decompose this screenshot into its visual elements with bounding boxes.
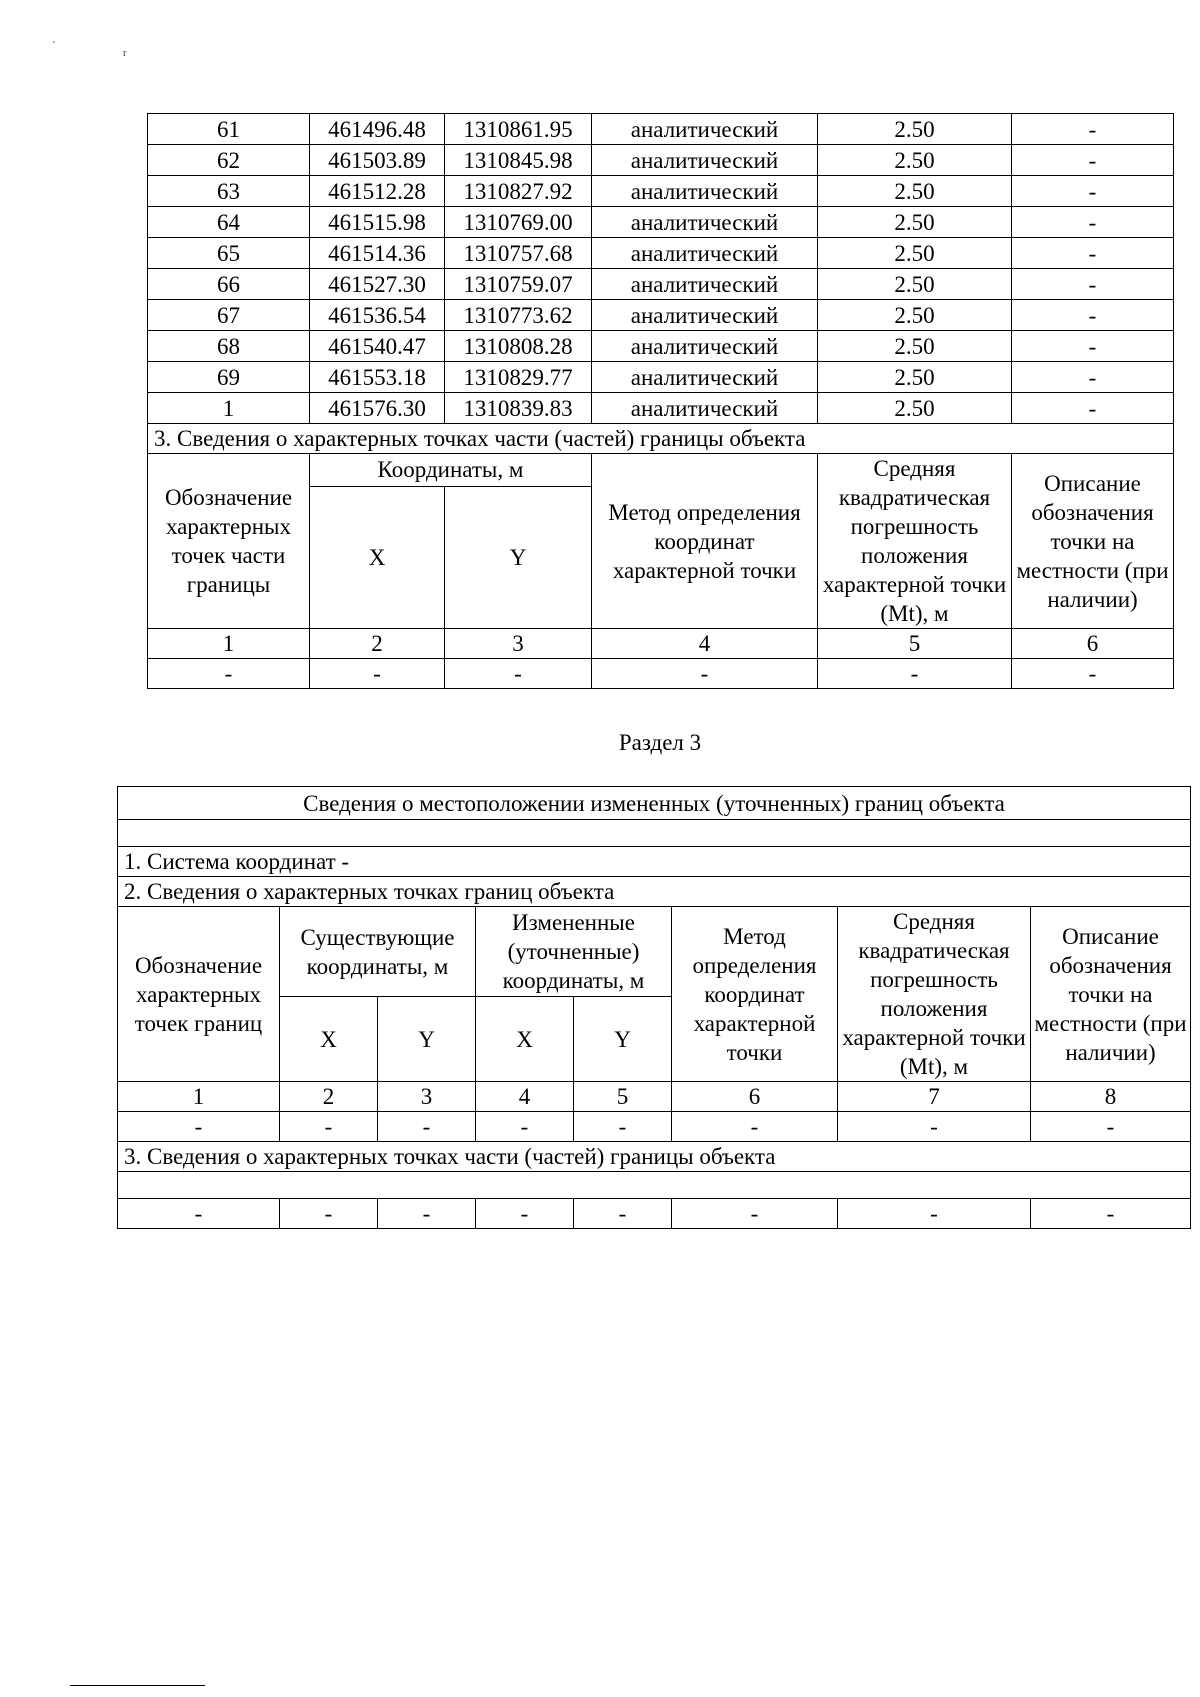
table-row	[148, 331, 1174, 362]
section-title: Раздел 3	[618, 730, 702, 755]
table-cell-x: 461515.98	[310, 207, 445, 238]
table-row	[148, 238, 1174, 269]
table-row	[148, 300, 1174, 331]
table-cell-mt: 2.50	[818, 176, 1012, 207]
column-number: 4	[592, 629, 818, 659]
table-row	[148, 362, 1174, 393]
table-cell-x: 461512.28	[310, 176, 445, 207]
part-title: 3. Сведения о характерных точках части (частей) границы объекта	[148, 424, 1174, 454]
table-cell-num: 65	[148, 238, 310, 269]
coord-system: 1. Система координат -	[118, 847, 1191, 877]
header-desc: Описание обозначения точки на местности (при наличии)	[1031, 907, 1191, 1082]
empty-cell: -	[118, 1199, 280, 1229]
empty-cell: -	[280, 1199, 378, 1229]
table-cell-desc: -	[1012, 238, 1174, 269]
column-number: 2	[280, 1082, 378, 1112]
header-x-changed: X	[476, 997, 574, 1082]
spacer-row	[118, 1172, 1191, 1199]
header-desc: Описание обозначения точки на местности (при наличии)	[1012, 454, 1174, 629]
table-cell-y: 1310759.07	[445, 269, 592, 300]
table-cell-num: 61	[148, 114, 310, 145]
column-number: 3	[378, 1082, 476, 1112]
column-number: 2	[310, 629, 445, 659]
table-row	[148, 393, 1174, 424]
table-cell-x: 461527.30	[310, 269, 445, 300]
table-cell-method: аналитический	[592, 176, 818, 207]
empty-cell: -	[574, 1199, 672, 1229]
table-row	[148, 114, 1174, 145]
table-row	[148, 145, 1174, 176]
table-cell-y: 1310839.83	[445, 393, 592, 424]
empty-cell: -	[1012, 659, 1174, 689]
table-cell-method: аналитический	[592, 331, 818, 362]
table-row	[148, 176, 1174, 207]
column-number: 6	[672, 1082, 838, 1112]
table-cell-mt: 2.50	[818, 207, 1012, 238]
empty-cell: -	[378, 1199, 476, 1229]
empty-cell: -	[1031, 1199, 1191, 1229]
table-cell-method: аналитический	[592, 238, 818, 269]
header-existing: Существующие координаты, м	[280, 907, 476, 997]
empty-cell: -	[838, 1112, 1031, 1142]
header-y-changed: Y	[574, 997, 672, 1082]
table-cell-x: 461553.18	[310, 362, 445, 393]
table-cell-desc: -	[1012, 145, 1174, 176]
scan-mark-2: r	[123, 48, 127, 59]
table-cell-x: 461503.89	[310, 145, 445, 176]
table-cell-num: 69	[148, 362, 310, 393]
column-number: 1	[148, 629, 310, 659]
empty-cell: -	[592, 659, 818, 689]
table-cell-mt: 2.50	[818, 393, 1012, 424]
header-changed: Измененные (уточненные) координаты, м	[476, 907, 672, 997]
column-number: 5	[574, 1082, 672, 1112]
table-cell-mt: 2.50	[818, 145, 1012, 176]
table-row	[148, 207, 1174, 238]
header-y-existing: Y	[378, 997, 476, 1082]
empty-cell: -	[672, 1199, 838, 1229]
empty-cell: -	[818, 659, 1012, 689]
footer-rule	[70, 1685, 205, 1686]
table-cell-mt: 2.50	[818, 331, 1012, 362]
table-cell-method: аналитический	[592, 393, 818, 424]
table-cell-desc: -	[1012, 362, 1174, 393]
table-boundary-points-continued	[147, 113, 1174, 689]
empty-cell: -	[280, 1112, 378, 1142]
table-cell-mt: 2.50	[818, 114, 1012, 145]
header-designation: Обозначение характерных точек границ	[118, 907, 280, 1082]
table-cell-x: 461514.36	[310, 238, 445, 269]
table-cell-desc: -	[1012, 269, 1174, 300]
column-number: 5	[818, 629, 1012, 659]
column-number: 8	[1031, 1082, 1191, 1112]
table-cell-y: 1310769.00	[445, 207, 592, 238]
header-method: Метод определения координат характерной точки	[672, 907, 838, 1082]
table-cell-mt: 2.50	[818, 269, 1012, 300]
table-cell-desc: -	[1012, 114, 1174, 145]
table-cell-y: 1310757.68	[445, 238, 592, 269]
table-cell-desc: -	[1012, 331, 1174, 362]
table-cell-y: 1310827.92	[445, 176, 592, 207]
table-cell-y: 1310808.28	[445, 331, 592, 362]
table-cell-method: аналитический	[592, 114, 818, 145]
table-cell-y: 1310845.98	[445, 145, 592, 176]
table-changed-boundaries	[117, 786, 1191, 1229]
table-cell-mt: 2.50	[818, 238, 1012, 269]
table-cell-y: 1310773.62	[445, 300, 592, 331]
table-cell-method: аналитический	[592, 269, 818, 300]
empty-cell: -	[118, 1112, 280, 1142]
header-designation: Обозначение характерных точек части границы	[148, 454, 310, 629]
table-cell-num: 1	[148, 393, 310, 424]
table-cell-x: 461536.54	[310, 300, 445, 331]
table-cell-method: аналитический	[592, 300, 818, 331]
table-row	[148, 269, 1174, 300]
points-title: 2. Сведения о характерных точках границ объекта	[118, 877, 1191, 907]
table-cell-desc: -	[1012, 207, 1174, 238]
part-title: 3. Сведения о характерных точках части (частей) границы объекта	[118, 1142, 1191, 1172]
empty-cell: -	[476, 1199, 574, 1229]
header-x-existing: X	[280, 997, 378, 1082]
column-number: 7	[838, 1082, 1031, 1112]
table-cell-mt: 2.50	[818, 362, 1012, 393]
table-cell-x: 461496.48	[310, 114, 445, 145]
table-cell-y: 1310829.77	[445, 362, 592, 393]
column-number: 6	[1012, 629, 1174, 659]
table-cell-y: 1310861.95	[445, 114, 592, 145]
header-mt: Средняя квадратическая погрешность положения характерной точки (Mt), м	[818, 454, 1012, 629]
empty-cell: -	[445, 659, 592, 689]
empty-cell: -	[672, 1112, 838, 1142]
table-cell-desc: -	[1012, 393, 1174, 424]
empty-cell: -	[1031, 1112, 1191, 1142]
empty-cell: -	[476, 1112, 574, 1142]
column-number: 3	[445, 629, 592, 659]
header-mt: Средняя квадратическая погрешность положения характерной точки (Mt), м	[838, 907, 1031, 1082]
table-cell-method: аналитический	[592, 207, 818, 238]
table-cell-desc: -	[1012, 176, 1174, 207]
header-y: Y	[445, 486, 592, 628]
table-cell-method: аналитический	[592, 145, 818, 176]
table-cell-num: 62	[148, 145, 310, 176]
table-cell-num: 68	[148, 331, 310, 362]
table-title: Сведения о местоположении измененных (уточненных) границ объекта	[118, 787, 1191, 820]
table-cell-x: 461540.47	[310, 331, 445, 362]
empty-cell: -	[378, 1112, 476, 1142]
empty-cell: -	[310, 659, 445, 689]
empty-cell: -	[574, 1112, 672, 1142]
empty-cell: -	[838, 1199, 1031, 1229]
header-coords: Координаты, м	[310, 454, 592, 487]
table-cell-num: 64	[148, 207, 310, 238]
table-cell-mt: 2.50	[818, 300, 1012, 331]
table-cell-num: 67	[148, 300, 310, 331]
table-cell-num: 63	[148, 176, 310, 207]
spacer-row	[118, 820, 1191, 847]
scan-mark-1: '	[53, 40, 55, 51]
column-number: 4	[476, 1082, 574, 1112]
table-cell-method: аналитический	[592, 362, 818, 393]
column-number: 1	[118, 1082, 280, 1112]
empty-cell: -	[148, 659, 310, 689]
table-cell-desc: -	[1012, 300, 1174, 331]
table-cell-num: 66	[148, 269, 310, 300]
header-x: X	[310, 486, 445, 628]
header-method: Метод определения координат характерной точки	[592, 454, 818, 629]
table-cell-x: 461576.30	[310, 393, 445, 424]
